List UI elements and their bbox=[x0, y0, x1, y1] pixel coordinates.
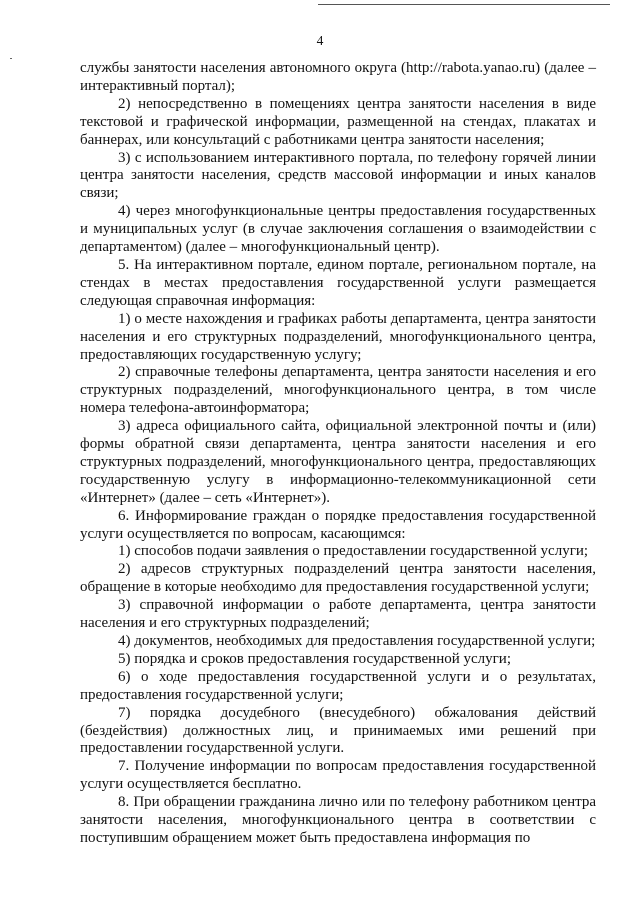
paragraph: 2) непосредственно в помещениях центра занятости населения в виде текстовой и графической информации, размещенной на стендах, плакатах и баннерах, или консультаций с работниками центра занятости населения; bbox=[80, 95, 596, 148]
paragraph: 4) документов, необходимых для предоставления государственной услуги; bbox=[118, 633, 596, 649]
paragraph: 2) справочные телефоны департамента, центра занятости населения и его структурных подразделений, многофункционального центра, в том числе номера телефона-автоинформатора; bbox=[80, 364, 596, 417]
paragraph: 3) справочной информации о работе департамента, центра занятости населения и его структурных подразделений; bbox=[80, 597, 596, 632]
paragraph: 3) с использованием интерактивного портала, по телефону горячей линии центра занятости населения, средств массовой информации и иных каналов связи; bbox=[80, 149, 596, 202]
paragraph: 5. На интерактивном портале, едином портале, региональном портале, на стендах в местах предоставления государственной услуги размещается следующая справочная информация: bbox=[80, 256, 596, 309]
paragraph: 6) о ходе предоставления государственной услуги и о результатах, предоставления государственной услуги; bbox=[80, 668, 596, 703]
document-body bbox=[80, 60, 596, 848]
page-number: 4 bbox=[316, 33, 324, 48]
paragraph: службы занятости населения автономного округа (http://rabota.yanao.ru) (далее – интерактивный портал); bbox=[80, 60, 596, 94]
paragraph: 7. Получение информации по вопросам предоставления государственной услуги осуществляется бесплатно. bbox=[80, 758, 596, 793]
paragraph: 8. При обращении гражданина лично или по телефону работником центра занятости населения, многофункционального центра в соответствии с поступившим обращением может быть предоставлена информация по bbox=[80, 794, 596, 846]
paragraph: 5) порядка и сроков предоставления государственной услуги; bbox=[118, 650, 511, 667]
header-rule bbox=[318, 4, 610, 5]
paragraph: 7) порядка досудебного (внесудебного) обжалования действий (бездействия) должностных лиц, и принимаемых ими решений при предоставлении государственной услуги. bbox=[80, 704, 596, 757]
scan-mark bbox=[10, 58, 12, 59]
paragraph: 4) через многофункциональные центры предоставления государственных и муниципальных услуг (в случае заключения соглашения о взаимодействии с департаментом) (далее – многофункциональный центр). bbox=[80, 203, 596, 256]
paragraph: 1) о месте нахождения и графиках работы департамента, центра занятости населения и его структурных подразделений, многофункционального центра, предоставляющих государственную услугу; bbox=[80, 310, 596, 363]
paragraph: 1) способов подачи заявления о предоставлении государственной услуги; bbox=[118, 543, 589, 560]
paragraph: 2) адресов структурных подразделений центра занятости населения, обращение в которые необходимо для предоставления государственной услуги; bbox=[80, 561, 596, 596]
paragraph: 6. Информирование граждан о порядке предоставления государственной услуги осуществляется по вопросам, касающимся: bbox=[80, 507, 596, 542]
paragraph: 3) адреса официального сайта, официальной электронной почты и (или) формы обратной связи департамента, центра занятости населения и его структурных подразделений, многофункционального центра, предоставляющих государственную услугу в информационно-телекоммуникационной сети «Интернет» (далее – сеть «Интернет»). bbox=[80, 418, 596, 506]
